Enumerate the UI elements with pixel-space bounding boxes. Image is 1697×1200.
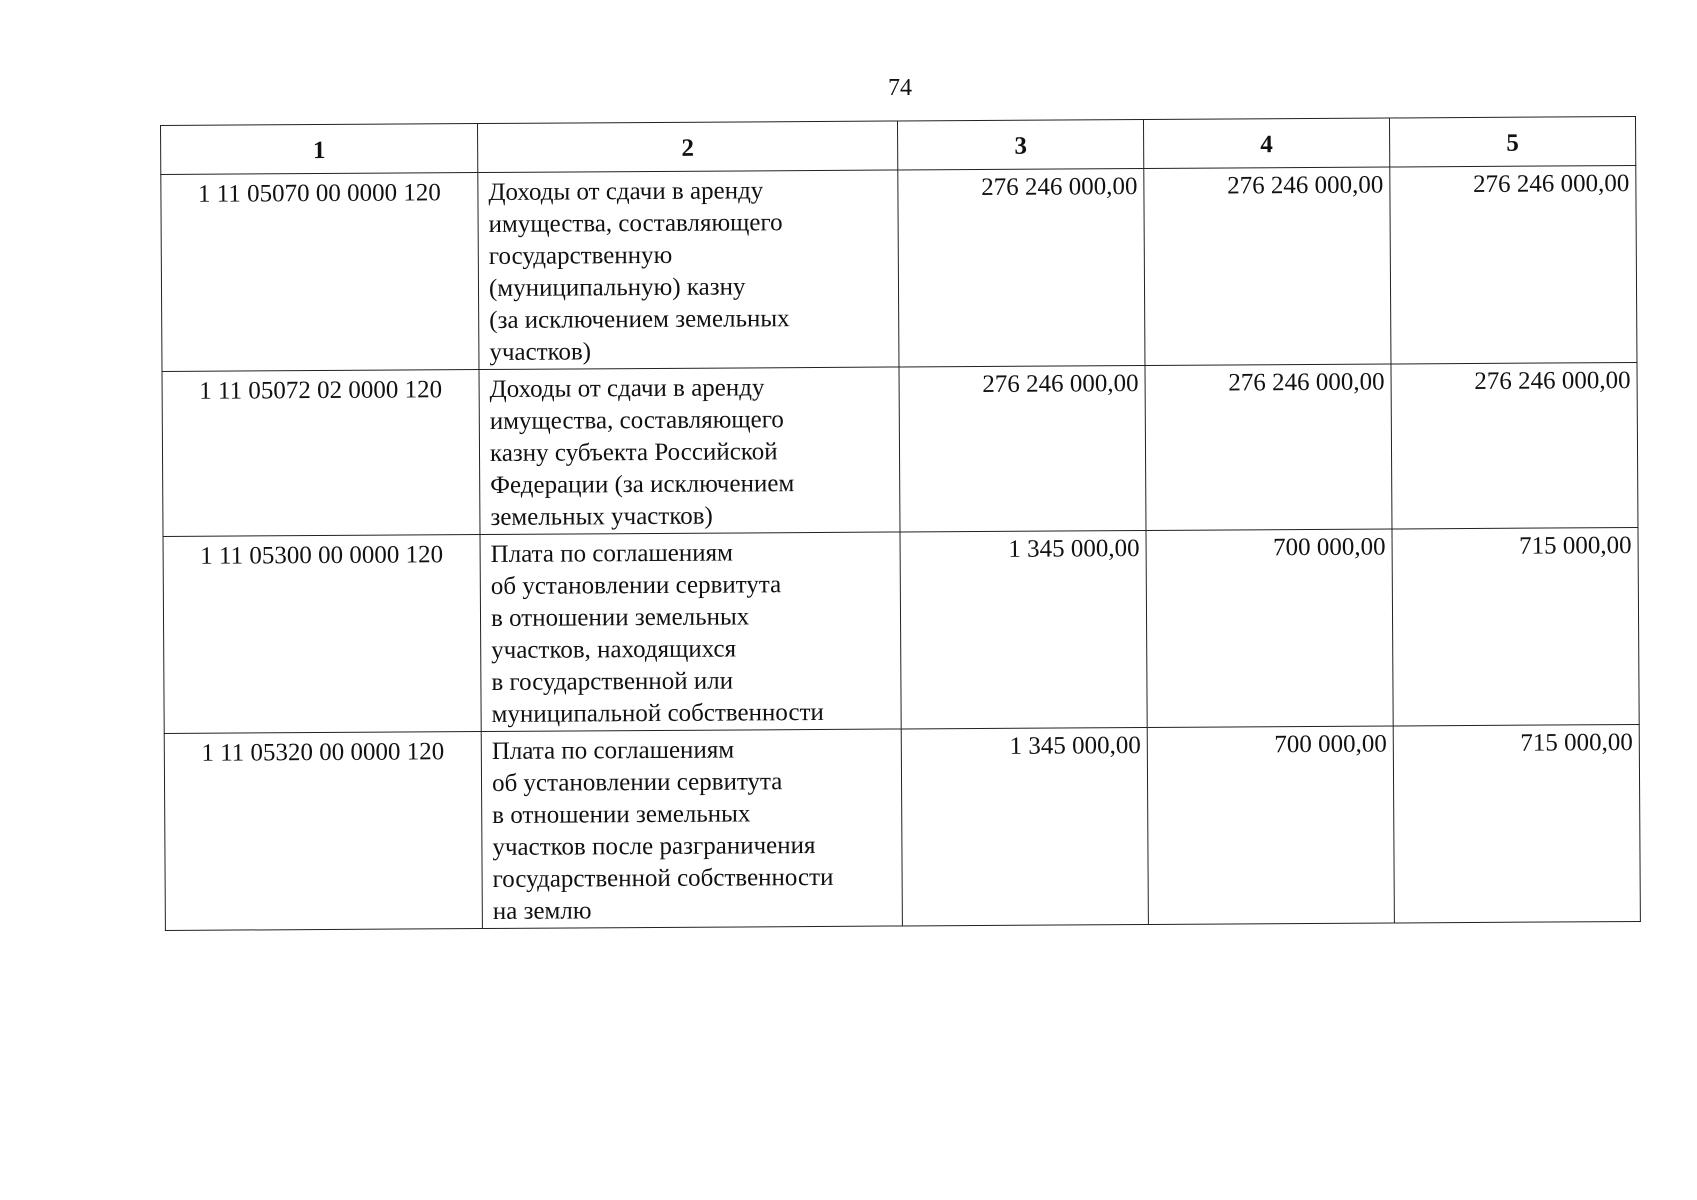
column-header-5: 5 <box>1389 116 1635 167</box>
budget-code-cell: 1 11 05300 00 0000 120 <box>163 535 481 734</box>
budget-code-cell: 1 11 05320 00 0000 120 <box>164 732 482 931</box>
amount-cell-col4: 700 000,00 <box>1146 529 1393 727</box>
page-number: 74 <box>888 75 912 101</box>
amount-cell-col3: 276 246 000,00 <box>899 365 1146 531</box>
table-row <box>164 724 1640 930</box>
revenue-name-cell: Плата по соглашениям об установлении сервитута в отношении земельных участков после разграничения государственной собственности на землю <box>481 729 902 929</box>
revenue-table <box>160 116 1641 931</box>
amount-cell-col3: 1 345 000,00 <box>900 530 1147 728</box>
amount-cell-col5: 276 246 000,00 <box>1391 362 1638 528</box>
header-row <box>161 116 1636 174</box>
revenue-name-cell: Доходы от сдачи в аренду имущества, составляющего казну субъекта Российской Федерации (за исключением земельных участков) <box>479 367 900 535</box>
amount-cell-col5: 715 000,00 <box>1393 724 1640 922</box>
amount-cell-col4: 700 000,00 <box>1147 726 1394 924</box>
amount-cell-col5: 276 246 000,00 <box>1390 165 1637 363</box>
revenue-name-cell: Плата по соглашениям об установлении сервитута в отношении земельных участков, находящихся в государственной или муниципальной собственности <box>480 532 901 732</box>
column-header-4: 4 <box>1143 118 1389 169</box>
amount-cell-col4: 276 246 000,00 <box>1144 167 1391 365</box>
budget-code-cell: 1 11 05070 00 0000 120 <box>161 173 479 372</box>
amount-cell-col3: 1 345 000,00 <box>901 727 1148 925</box>
budget-code-cell: 1 11 05072 02 0000 120 <box>162 370 480 537</box>
column-header-2: 2 <box>477 121 897 173</box>
column-header-1: 1 <box>161 124 478 175</box>
table-row <box>161 165 1637 371</box>
revenue-name-cell: Доходы от сдачи в аренду имущества, составляющего государственную (муниципальную) казну (за исключением земельных участков) <box>478 170 899 370</box>
table-row <box>162 362 1638 536</box>
amount-cell-col3: 276 246 000,00 <box>898 168 1145 366</box>
amount-cell-col5: 715 000,00 <box>1392 527 1639 725</box>
amount-cell-col4: 276 246 000,00 <box>1145 364 1392 530</box>
table-row <box>163 527 1639 733</box>
column-header-3: 3 <box>897 119 1143 170</box>
table-container <box>160 116 1640 931</box>
